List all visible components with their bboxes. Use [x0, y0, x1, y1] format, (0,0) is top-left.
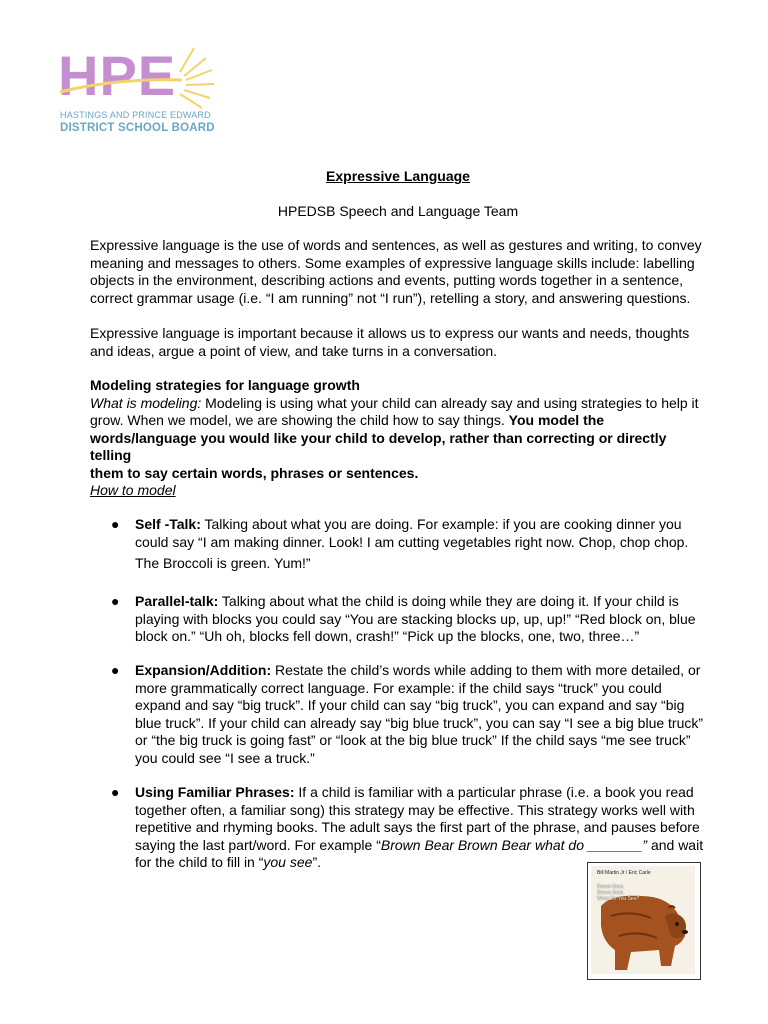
what-is-modeling-label: What is modeling:	[90, 394, 202, 411]
bullet-icon: ●	[111, 784, 120, 800]
book-authors: Bill Martin Jr / Eric Carle	[597, 870, 651, 876]
text-line: you could see “I see a truck.”	[135, 749, 315, 766]
text-line: block on.” “Uh oh, blocks fell down, crash!” “Pick up the blocks, one, two, three…”	[135, 628, 640, 644]
brown-bear-illustration	[591, 866, 695, 974]
bullet-icon: ●	[111, 516, 120, 532]
text-span: If a child is familiar with a particular phrase (i.e. a book you read	[294, 784, 694, 800]
text-line	[135, 593, 710, 611]
bullet-icon: ●	[111, 593, 120, 609]
bullet-icon: ●	[111, 662, 120, 678]
logo-letters: HPE	[58, 44, 177, 107]
text-line: repetitive and rhyming books. The adult says the first part of the phrase, and pauses before	[135, 819, 700, 835]
text-span: grow. When we model, we are showing the child how to say things.	[90, 412, 509, 428]
text-span: ”.	[312, 854, 321, 870]
text-line: more grammatically correct language. For example: if the child says “truck” you could	[135, 679, 662, 696]
bullet-familiar-phrases	[135, 784, 710, 872]
text-line: and ideas, argue a point of view, and take turns in a conversation.	[90, 342, 498, 359]
page-subtitle: HPEDSB Speech and Language Team	[277, 203, 519, 219]
italic-span: Brown Bear Brown Bear what do _______”	[380, 836, 648, 853]
text-line: words/language you would like your child to develop, rather than correcting or directly telling	[90, 429, 667, 463]
text-line: Expressive language is important because it allows us to express our wants and needs, thoughts	[90, 325, 690, 341]
logo-subtitle-line2: DISTRICT SCHOOL BOARD	[60, 122, 215, 134]
bold-span: You model the	[508, 412, 605, 428]
text-line: expand and say “big truck”. If your child can say “big truck”, you can expand and say “big	[135, 697, 685, 713]
book-title-line2: Brown Bear,	[597, 890, 625, 896]
book-cover-image	[587, 862, 701, 980]
text-line	[90, 412, 710, 430]
logo-swoosh-icon	[56, 38, 216, 118]
text-span: and wait	[647, 836, 704, 853]
book-title-line3: What Do You See?	[597, 896, 640, 902]
text-line: meaning and messages to others. Some examples of expressive language skills include: labelling	[90, 254, 695, 271]
text-line: playing with blocks you could say “You are stacking blocks up, up, up!” “Red block on, blue	[135, 610, 696, 627]
text-line	[135, 837, 710, 855]
text-line: them to say certain words, phrases or sentences.	[90, 464, 419, 481]
text-line	[90, 395, 710, 413]
text-line	[135, 662, 710, 680]
text-line: or “the big truck is going fast” or “look at the big blue truck” If the child says “me see truck”	[135, 732, 691, 748]
paragraph-importance	[90, 325, 710, 360]
text-span: Restate the child’s words while adding to them with more detailed, or	[271, 662, 701, 678]
bullet-label: Using Familiar Phrases:	[135, 784, 295, 800]
text-line: could say “I am making dinner. Look! I am cutting vegetables right now. Chop, chop chop.	[135, 533, 689, 550]
bullet-self-talk	[135, 516, 710, 573]
section-heading: Modeling strategies for language growth	[90, 377, 360, 393]
text-line: correct grammar usage (i.e. “I am running” not “I run”), retelling a story, and answering questions.	[90, 289, 691, 306]
how-to-model-heading: How to model	[90, 482, 176, 498]
bullet-label: Parallel-talk:	[135, 593, 219, 609]
text-line: together often, a familiar song) this strategy may be effective. This strategy works well with	[135, 801, 695, 818]
text-line: Expressive language is the use of words and sentences, as well as gestures and writing, to convey	[90, 237, 702, 253]
text-span: Talking about what you are doing. For example: if you are cooking dinner you	[200, 516, 682, 532]
text-line	[135, 516, 710, 534]
modeling-section	[90, 377, 710, 482]
text-line: blue truck”. If your child can already say “big blue truck”, you can say “I see a big blue truck”	[135, 714, 704, 731]
hpe-logo	[56, 38, 216, 138]
book-title-line1: Brown Bear,	[597, 884, 625, 890]
text-span: Modeling is using what your child can already say and using strategies to help it	[201, 394, 699, 411]
book-cover-art	[591, 866, 697, 976]
text-span: for the child to fill in “	[135, 854, 264, 870]
text-span: saying the last part/word. For example “	[135, 836, 381, 853]
page-title: Expressive Language	[326, 168, 470, 184]
paragraph-definition	[90, 237, 710, 307]
bullet-parallel-talk	[135, 593, 710, 646]
bullet-expansion	[135, 662, 710, 767]
bullet-label: Expansion/Addition:	[135, 662, 272, 678]
text-span: Talking about what the child is doing while they are doing it. If your child is	[218, 593, 679, 609]
italic-span: you see	[263, 854, 313, 870]
text-line	[135, 784, 710, 802]
text-line: objects in the environment, describing actions and events, putting words together in a sentence,	[90, 272, 684, 288]
text-line: The Broccoli is green. Yum!”	[135, 555, 311, 571]
logo-subtitle-line1: HASTINGS AND PRINCE EDWARD	[60, 110, 211, 120]
bullet-label: Self -Talk:	[135, 516, 201, 532]
